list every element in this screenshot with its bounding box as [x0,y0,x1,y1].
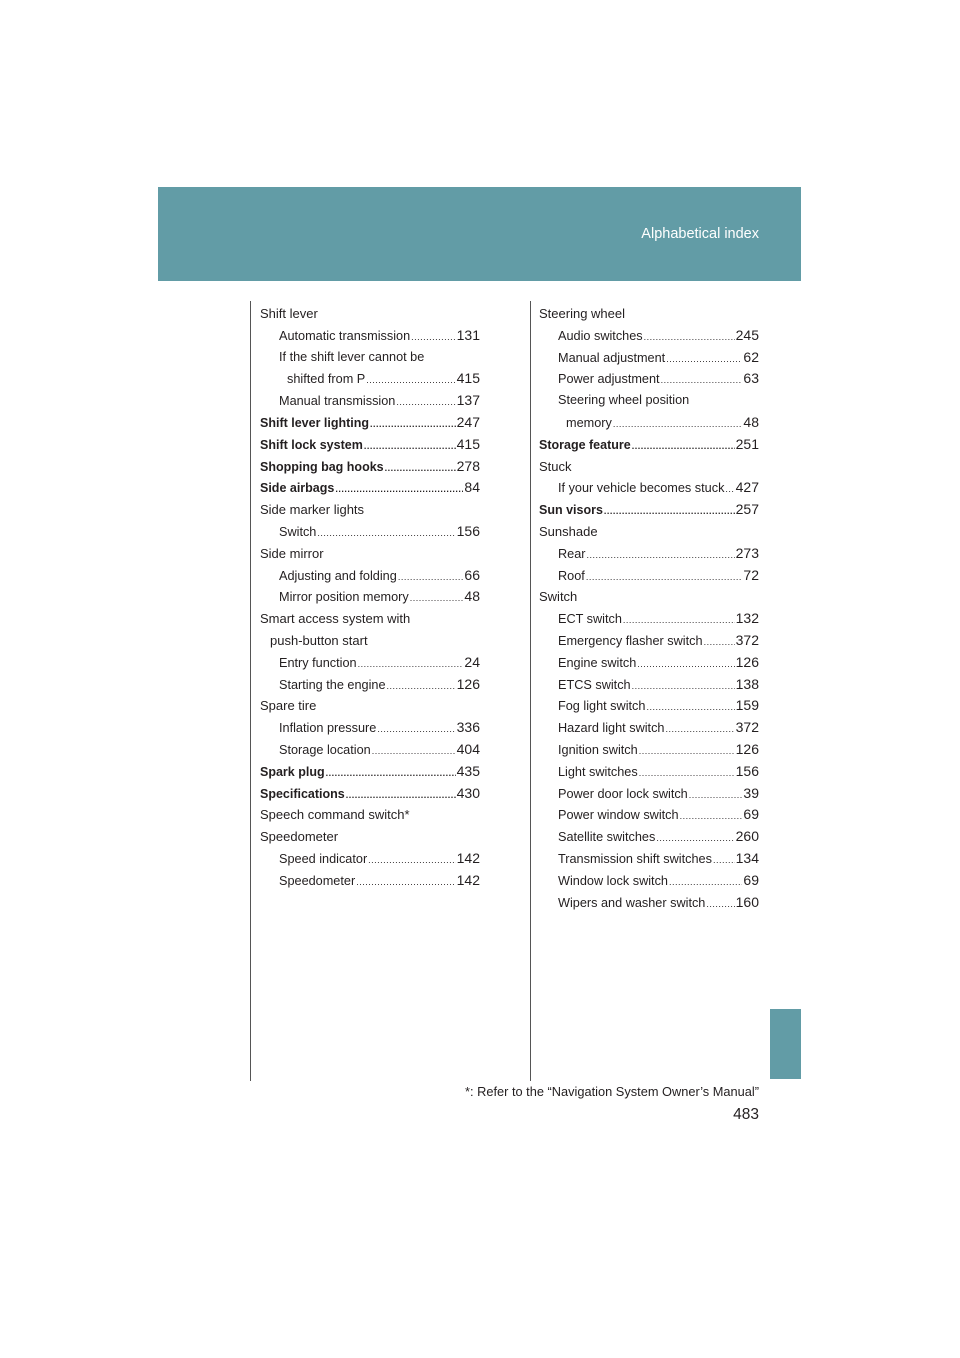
dot-leader [387,676,456,698]
index-entry [558,543,759,565]
index-entry-page[interactable]: 138 [735,675,759,692]
dot-leader [335,479,463,501]
index-entry-page[interactable]: 257 [735,501,759,518]
index-entry-label: Audio switches [558,328,643,343]
dot-leader [370,414,456,436]
index-entry [558,848,759,870]
index-entry [270,630,480,652]
index-entry-page[interactable]: 66 [464,566,480,583]
index-entry-label: ECT switch [558,612,622,627]
index-entry-label: Adjusting and folding [279,568,397,583]
index-entry-label: Shift lever [260,306,318,321]
dot-leader [644,327,735,349]
index-entry [558,717,759,739]
index-entry [260,761,480,783]
index-entry [558,892,759,914]
dot-leader [604,501,735,523]
index-entry [558,390,759,412]
index-entry-label: ETCS switch [558,677,631,692]
index-entry-page[interactable]: 39 [743,784,759,801]
index-entry [260,477,480,499]
index-entry-page[interactable]: 134 [735,849,759,866]
index-entry-label: Power door lock switch [558,786,688,801]
index-entry-page[interactable]: 372 [735,719,759,736]
index-entry [558,804,759,826]
index-entry-label: Spark plug [260,764,325,779]
index-entry [287,368,480,390]
index-entry-label: Inflation pressure [279,721,377,736]
index-entry-page[interactable]: 160 [735,893,759,910]
index-entry-label: Engine switch [558,655,637,670]
index-entry-page[interactable]: 48 [464,588,480,605]
index-entry-page[interactable]: 430 [456,784,480,801]
dot-leader [364,436,456,458]
index-entry-page[interactable]: 336 [456,719,480,736]
index-entry [279,674,480,696]
index-entry [558,477,759,499]
index-entry [566,412,759,434]
index-entry-label: Sun visors [539,503,603,518]
index-entry-label: Emergency flasher switch [558,633,703,648]
index-entry-label: Hazard light switch [558,721,665,736]
dot-leader [632,436,735,458]
index-entry-page[interactable]: 159 [735,697,759,714]
index-entry-page[interactable]: 435 [456,762,480,779]
index-entry [558,652,759,674]
index-entry-page[interactable]: 156 [456,522,480,539]
index-entry [260,499,480,521]
index-entry-label: Fog light switch [558,699,646,714]
index-entry [539,434,759,456]
index-entry-label: Spare tire [260,698,317,714]
index-entry [260,456,480,478]
dot-leader [639,763,735,785]
index-entry [260,608,480,630]
left-column-rule [250,301,251,1081]
index-entry-label: Automatic transmission [279,328,411,343]
index-entry-label: Steering wheel position [558,393,690,408]
section-title: Alphabetical index [641,226,759,242]
index-entry-label: Smart access system with [260,611,411,627]
index-entry-label: If the shift lever cannot be [279,349,425,364]
dot-leader [411,327,455,349]
index-entry-label: Manual adjustment [558,350,666,365]
dot-leader [706,894,734,916]
index-entry-page[interactable]: 415 [456,435,480,452]
index-entry-page[interactable]: 84 [464,479,480,496]
middle-column-rule [530,301,531,1081]
dot-leader [377,719,455,741]
index-entry [558,674,759,696]
dot-leader [713,850,735,872]
index-entry [260,303,480,325]
dot-leader [704,632,735,654]
index-entry-page[interactable]: 156 [735,762,759,779]
index-entry-label: Mirror position memory [279,590,409,605]
index-entry-label: Starting the engine [279,677,386,692]
index-entry [558,695,759,717]
index-entry-label: Switch [539,589,578,605]
index-entry [558,826,759,848]
index-entry [279,390,480,412]
index-entry [260,412,480,434]
index-entry-label: Storage location [279,742,371,757]
dot-leader [356,872,455,894]
index-entry-page[interactable]: 62 [743,348,759,365]
index-entry [539,303,759,325]
index-entry-label: Power adjustment [558,372,660,387]
index-entry [558,761,759,783]
index-entry [279,717,480,739]
dot-leader [639,741,735,763]
index-entry-page[interactable]: 415 [456,370,480,387]
index-entry-page[interactable]: 48 [743,413,759,430]
dot-leader [613,414,743,436]
footnote: *: Refer to the “Navigation System Owner’s Manual” [465,1084,759,1099]
index-entry-label: Side airbags [260,481,335,496]
index-entry [558,739,759,761]
index-entry-page[interactable]: 427 [735,479,759,496]
index-entry [279,739,480,761]
dot-leader [366,370,455,392]
index-entry-page[interactable]: 372 [735,631,759,648]
index-entry [558,565,759,587]
index-entry-label: Sunshade [539,523,598,539]
dot-leader [666,349,742,371]
dot-leader [661,370,743,392]
index-entry-label: Wipers and washer switch [558,895,706,910]
dot-leader [587,545,735,567]
dot-leader [372,741,456,763]
index-entry [279,325,480,347]
dot-leader [326,763,456,785]
index-entry-page[interactable]: 63 [743,370,759,387]
index-entry [539,499,759,521]
index-entry-page[interactable]: 126 [735,740,759,757]
index-entry [260,695,480,717]
dot-leader [637,654,734,676]
index-entry-page[interactable]: 126 [735,653,759,670]
dot-leader [665,719,734,741]
index-entry-label: Entry function [279,655,357,670]
index-entry-label: Speedometer [260,829,339,845]
index-entry [558,347,759,369]
index-entry [539,586,759,608]
index-entry-label: memory [566,415,612,430]
index-entry-page[interactable]: 142 [456,871,480,888]
index-entry-label: Light switches [558,764,638,779]
index-entry-page[interactable]: 132 [735,610,759,627]
index-entry-label: Storage feature [539,437,631,452]
index-entry [279,565,480,587]
index-entry-page[interactable]: 24 [464,653,480,670]
index-column-left [260,303,480,892]
index-entry-label: Satellite switches [558,830,656,845]
index-entry [260,826,480,848]
index-entry-page[interactable]: 131 [456,326,480,343]
dot-leader [656,828,734,850]
index-entry-page[interactable]: 245 [735,326,759,343]
index-entry-label: Speedometer [279,873,356,888]
chapter-tab [770,1009,801,1079]
index-entry [558,608,759,630]
index-entry [558,368,759,390]
index-entry-label: Specifications [260,786,345,801]
index-entry-label: push-button start [270,632,368,648]
dot-leader [725,479,734,501]
index-entry-label: Shift lock system [260,437,363,452]
dot-leader [410,588,464,610]
dot-leader [358,654,464,676]
dot-leader [680,806,743,828]
index-entry-label: Roof [558,568,585,583]
index-entry-page[interactable]: 72 [743,566,759,583]
dot-leader [632,676,735,698]
index-entry [260,804,480,826]
index-entry [279,848,480,870]
index-entry [558,325,759,347]
index-entry-label: shifted from P [287,372,366,387]
index-entry-page[interactable]: 126 [456,675,480,692]
index-entry-label: Steering wheel [539,306,625,321]
index-entry-label: Stuck [539,458,572,474]
index-entry [279,521,480,543]
index-entry-label: Manual transmission [279,394,396,409]
index-column-right [539,303,759,913]
index-entry-label: Switch [279,524,317,539]
index-entry-page[interactable]: 260 [735,828,759,845]
dot-leader [317,523,455,545]
dot-leader [669,872,742,894]
index-entry [558,783,759,805]
dot-leader [368,850,455,872]
index-entry-label: Ignition switch [558,742,638,757]
dot-leader [396,392,455,414]
index-entry [260,783,480,805]
index-entry-label: Speed indicator [279,851,368,866]
index-entry [558,870,759,892]
index-entry-page[interactable]: 404 [456,740,480,757]
dot-leader [398,567,464,589]
index-entry-label: Power window switch [558,808,679,823]
index-entry [539,521,759,543]
dot-leader [346,785,456,807]
dot-leader [646,697,734,719]
dot-leader [623,610,735,632]
index-entry-label: Transmission shift switches [558,851,712,866]
index-entry-page[interactable]: 251 [735,435,759,452]
index-entry [558,630,759,652]
index-entry-label: Rear [558,546,586,561]
page-number: 483 [733,1106,759,1123]
index-entry-page[interactable]: 278 [456,457,480,474]
index-entry [539,456,759,478]
dot-leader [586,567,743,589]
index-entry-label: If your vehicle becomes stuck [558,481,725,496]
index-entry-page[interactable]: 142 [456,849,480,866]
index-entry-label: Speech command switch* [260,807,410,823]
index-entry [260,543,480,565]
header-banner [158,187,801,281]
dot-leader [385,458,456,480]
index-entry-label: Side marker lights [260,502,365,518]
index-entry-page[interactable]: 69 [743,871,759,888]
index-entry-label: Side mirror [260,545,324,561]
index-entry [279,586,480,608]
index-entry [279,347,480,369]
index-entry-label: Shift lever lighting [260,415,370,430]
index-entry-label: Shopping bag hooks [260,459,384,474]
index-entry-page[interactable]: 273 [735,544,759,561]
dot-leader [689,785,743,807]
index-entry [279,652,480,674]
index-entry [279,870,480,892]
index-entry-page[interactable]: 247 [456,413,480,430]
index-entry-page[interactable]: 69 [743,806,759,823]
index-entry [260,434,480,456]
index-entry-label: Window lock switch [558,873,668,888]
index-entry-page[interactable]: 137 [456,392,480,409]
